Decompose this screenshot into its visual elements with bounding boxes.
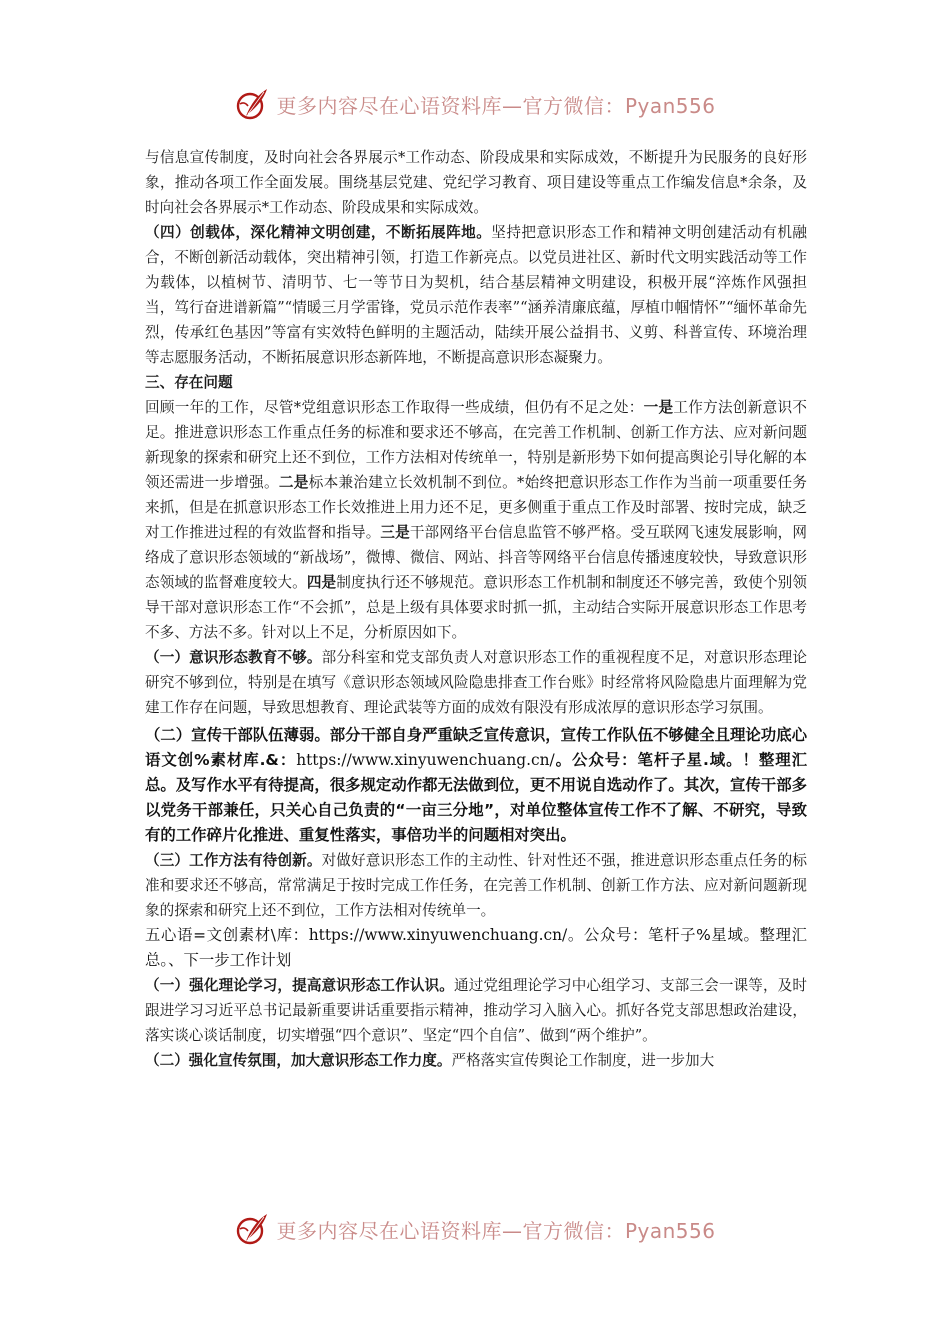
paragraph-text: 干部网络平台信息监管不够严格。受互联网飞速发展影响，网络成了意识形态领域的“新战场”，微博、微信、网站、抖音等网络平台信息传播速度较快，导致意识形态领域的监督难度较大。 xyxy=(145,524,807,591)
paragraph xyxy=(145,645,807,720)
feather-pen-logo-icon xyxy=(234,1211,270,1247)
paragraph-text: 严格落实宣传舆论工作制度，进一步加大 xyxy=(451,1052,715,1069)
emphasis: 一是 xyxy=(643,399,674,416)
section-heading: （二）强化宣传氛围，加大意识形态工作力度。 xyxy=(145,1052,452,1069)
paragraph xyxy=(145,395,807,645)
paragraph-text: 回顾一年的工作，尽管*党组意识形态工作取得一些成绩，但仍有不足之处： xyxy=(145,399,644,416)
paragraph xyxy=(145,723,807,848)
url-text: https://www.xinyuwenchuang.cn/ xyxy=(308,926,568,944)
section-heading: （四）创载体，深化精神文明创建，不断拓展阵地。 xyxy=(145,224,492,241)
paragraph-text: 标本兼治建立长效机制不到位。*始终把意识形态工作作为当前一项重要任务来抓，但是在抓意识形态工作长效推进上用力还不足，更多侧重于重点工作及时部署、按时完成，缺乏对工作推进过程的有效监督和指导。 xyxy=(145,474,807,541)
paragraph-text: 对做好意识形态工作的主动性、针对性还不强，推进意识形态重点任务的标准和要求还不够高，常常满足于按时完成工作任务，在完善工作机制、创新工作方法、应对新问题新现象的探索和研究上还不到位，工作方法相对传统单一。 xyxy=(145,852,807,919)
paragraph-text: 工作方法创新意识不足。推进意识形态工作重点任务的标准和要求还不够高，在完善工作机制、创新工作方法、应对新问题新现象的探索和研究上还不到位，工作方法相对传统单一，特别是新形势下如何提高舆论引导化解的本领还需进一步增强。 xyxy=(145,399,807,491)
heading-text: 三、存在问题 xyxy=(145,374,233,391)
url-text: https://www.xinyuwenchuang.cn/ xyxy=(296,751,555,769)
paragraph xyxy=(145,1048,807,1073)
paragraph xyxy=(145,848,807,923)
paragraph-text: 。公众号：笔杆子星.域。！整理汇总。及写作水平有待提高，很多规定动作都无法做到位，更不用说自选动作了。其次，宣传干部多以党务干部兼任，只关心自己负责的“一亩三分地”，对单位整体宣传工作不了解、不研究，导致有的工作碎片化推进、重复性落实，事倍功半的问题相对突出。 xyxy=(145,751,807,844)
paragraph-text: 坚持把意识形态工作和精神文明创建活动有机融合，不断创新活动载体，突出精神引领，打造工作新亮点。以党员进社区、新时代文明实践活动等工作为载体，以植树节、清明节、七一等节日为契机，结合基层精神文明建设，积极开展“淬炼作风强担当，笃行奋进谱新篇”“情暖三月学雷锋，党员示范作表率”“涵养清廉底蕴，厚植巾帼情怀”“缅怀革命先烈，传承红色基因”等富有实效特色鲜明的主题活动，陆续开展公益捐书、义剪、科普宣传、环境治理等志愿服务活动，不断拓展意识形态新阵地，不断提高意识形态凝聚力。 xyxy=(145,224,807,366)
paragraph-text: 五心语=文创素材\库： xyxy=(145,926,309,944)
paragraph-text: 。公众号：笔杆子%星域。整理汇总。、下一步工作计划 xyxy=(145,926,807,969)
section-heading: （三）工作方法有待创新。 xyxy=(145,852,322,869)
section-heading: （一）强化理论学习，提高意识形态工作认识。 xyxy=(145,977,454,994)
paragraph-text: 部分科室和党支部负责人对意识形态工作的重视程度不足，对意识形态理论研究不够到位，特别是在填写《意识形态领域风险隐患排查工作台账》时经常将风险隐患片面理解为党建工作存在问题，导致思想教育、理论武装等方面的成效有限没有形成浓厚的意识形态学习氛围。 xyxy=(145,649,807,716)
chapter-heading xyxy=(145,370,807,395)
banner-text: 更多内容尽在心语资料库—官方微信：Pyan556 xyxy=(276,93,716,118)
document-body xyxy=(145,145,807,1073)
emphasis: 三是 xyxy=(380,524,410,541)
header-banner xyxy=(0,82,950,126)
section-heading: （一）意识形态教育不够。 xyxy=(145,649,322,666)
footer-banner xyxy=(0,1207,950,1251)
paragraph-text: 制度执行还不够规范。意识形态工作机制和制度还不够完善，致使个别领导干部对意识形态工作“不会抓”，总是上级有具体要求时抓一抓，主动结合实际开展意识形态工作思考不多、方法不多。针对以上不足，分析原因如下。 xyxy=(145,574,807,641)
emphasis: 四是 xyxy=(306,574,337,591)
feather-pen-logo-icon xyxy=(234,86,270,122)
emphasis: 二是 xyxy=(278,474,309,491)
paragraph xyxy=(145,973,807,1048)
paragraph xyxy=(145,923,807,973)
paragraph: 与信息宣传制度，及时向社会各界展示*工作动态、阶段成果和实际成效，不断提升为民服务的良好形象，推动各项工作全面发展。围绕基层党建、党纪学习教育、项目建设等重点工作编发信息*余条，及时向社会各界展示*工作动态、阶段成果和实际成效。 xyxy=(145,149,807,216)
paragraph-text: 通过党组理论学习中心组学习、支部三会一课等，及时跟进学习习近平总书记最新重要讲话重要指示精神，推动学习入脑入心。抓好各党支部思想政治建设，落实谈心谈话制度，切实增强“四个意识”、坚定“四个自信”、做到“两个维护”。 xyxy=(145,977,807,1044)
paragraph xyxy=(145,220,807,370)
banner-text: 更多内容尽在心语资料库—官方微信：Pyan556 xyxy=(276,1218,716,1243)
paragraph-text: （二）宣传干部队伍薄弱。部分干部自身严重缺乏宣传意识，宣传工作队伍不够健全且理论功底心语文创%素材库.&： xyxy=(145,726,807,769)
